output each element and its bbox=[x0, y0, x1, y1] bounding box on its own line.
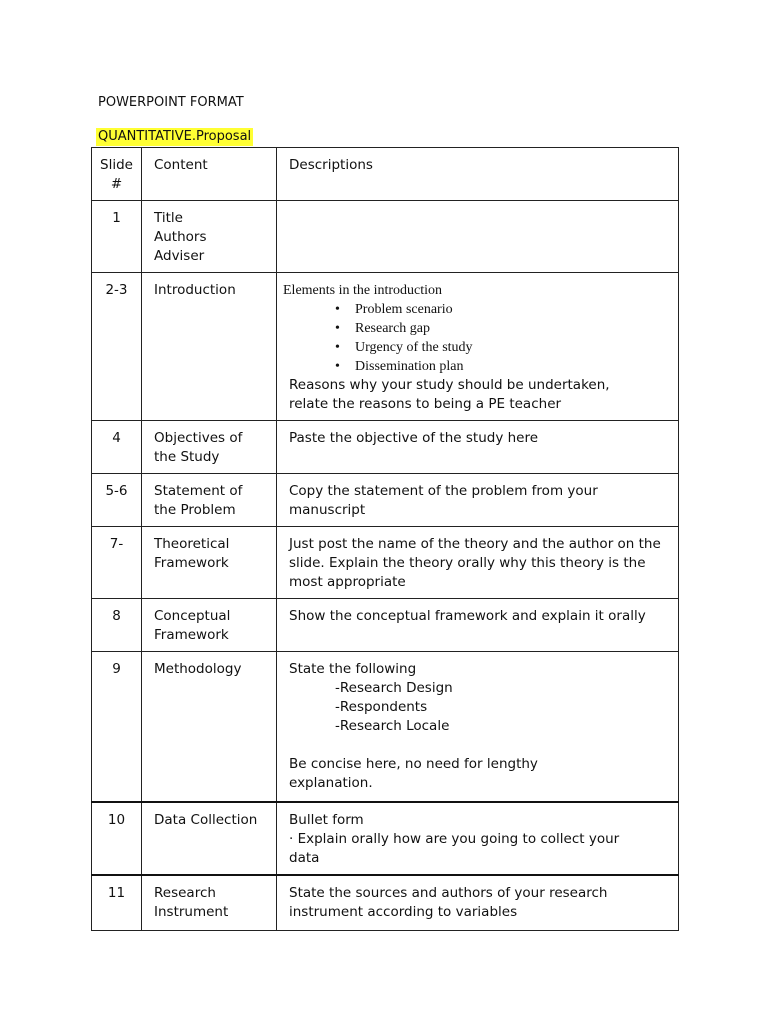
description-line: State the following bbox=[289, 661, 417, 677]
slide-number: 1 bbox=[92, 201, 142, 273]
method-item: -Research Design bbox=[335, 680, 453, 696]
content-cell bbox=[142, 201, 277, 273]
list-item: • Research gap bbox=[335, 319, 670, 338]
table-row bbox=[92, 652, 679, 802]
content-line: Authors bbox=[154, 229, 207, 245]
description-line: Reasons why your study should be undertaken, bbox=[289, 377, 610, 393]
table-row bbox=[92, 474, 679, 527]
description-cell bbox=[277, 273, 679, 421]
table-row bbox=[92, 875, 679, 931]
content-cell: Statement of the Problem bbox=[142, 474, 277, 527]
description-cell: Paste the objective of the study here bbox=[277, 421, 679, 474]
content-line: Title bbox=[154, 210, 183, 226]
content-cell: Theoretical Framework bbox=[142, 527, 277, 599]
header-descriptions: Descriptions bbox=[277, 148, 679, 201]
description-cell: Just post the name of the theory and the author on the slide. Explain the theory orally why this theory is the most appropriate bbox=[277, 527, 679, 599]
table-row bbox=[92, 527, 679, 599]
table-row bbox=[92, 599, 679, 652]
powerpoint-format-table bbox=[91, 147, 679, 931]
table-header-row bbox=[92, 148, 679, 201]
document-subtitle-highlighted: QUANTITATIVE.Proposal bbox=[98, 129, 252, 144]
description-cell: Show the conceptual framework and explain it orally bbox=[277, 599, 679, 652]
content-cell: Objectives of the Study bbox=[142, 421, 277, 474]
content-cell: Research Instrument bbox=[142, 875, 277, 931]
intro-heading: Elements in the introduction bbox=[283, 283, 443, 298]
intro-bullet-list bbox=[283, 300, 670, 376]
slide-number: 7- bbox=[92, 527, 142, 599]
content-cell: Methodology bbox=[142, 652, 277, 802]
description-cell bbox=[277, 802, 679, 875]
description-cell bbox=[277, 201, 679, 273]
method-item: -Research Locale bbox=[335, 718, 450, 734]
document-title: POWERPOINT FORMAT bbox=[98, 95, 244, 110]
slide-number: 11 bbox=[92, 875, 142, 931]
description-cell: State the sources and authors of your research instrument according to variables bbox=[277, 875, 679, 931]
list-item: • Dissemination plan bbox=[335, 357, 670, 376]
content-line: Adviser bbox=[154, 248, 205, 264]
slide-number: 8 bbox=[92, 599, 142, 652]
description-cell: Copy the statement of the problem from your manuscript bbox=[277, 474, 679, 527]
content-cell: Introduction bbox=[142, 273, 277, 421]
list-item: • Problem scenario bbox=[335, 300, 670, 319]
table-row bbox=[92, 421, 679, 474]
slide-number: 5-6 bbox=[92, 474, 142, 527]
description-line: relate the reasons to being a PE teacher bbox=[289, 396, 562, 412]
description-bullet: · Explain orally how are you going to collect your data bbox=[289, 830, 620, 866]
slide-number: 10 bbox=[92, 802, 142, 875]
content-cell: Data Collection bbox=[142, 802, 277, 875]
description-cell bbox=[277, 652, 679, 802]
description-line: Bullet form bbox=[289, 811, 364, 828]
slide-number: 4 bbox=[92, 421, 142, 474]
list-item: • Urgency of the study bbox=[335, 338, 670, 357]
header-slide: Slide # bbox=[92, 148, 142, 201]
table-row bbox=[92, 802, 679, 875]
slide-number: 9 bbox=[92, 652, 142, 802]
description-line: Be concise here, no need for lengthy explanation. bbox=[289, 756, 538, 791]
header-content: Content bbox=[142, 148, 277, 201]
method-item: -Respondents bbox=[335, 699, 428, 715]
table-row bbox=[92, 273, 679, 421]
table-row bbox=[92, 201, 679, 273]
slide-number: 2-3 bbox=[92, 273, 142, 421]
content-cell: Conceptual Framework bbox=[142, 599, 277, 652]
